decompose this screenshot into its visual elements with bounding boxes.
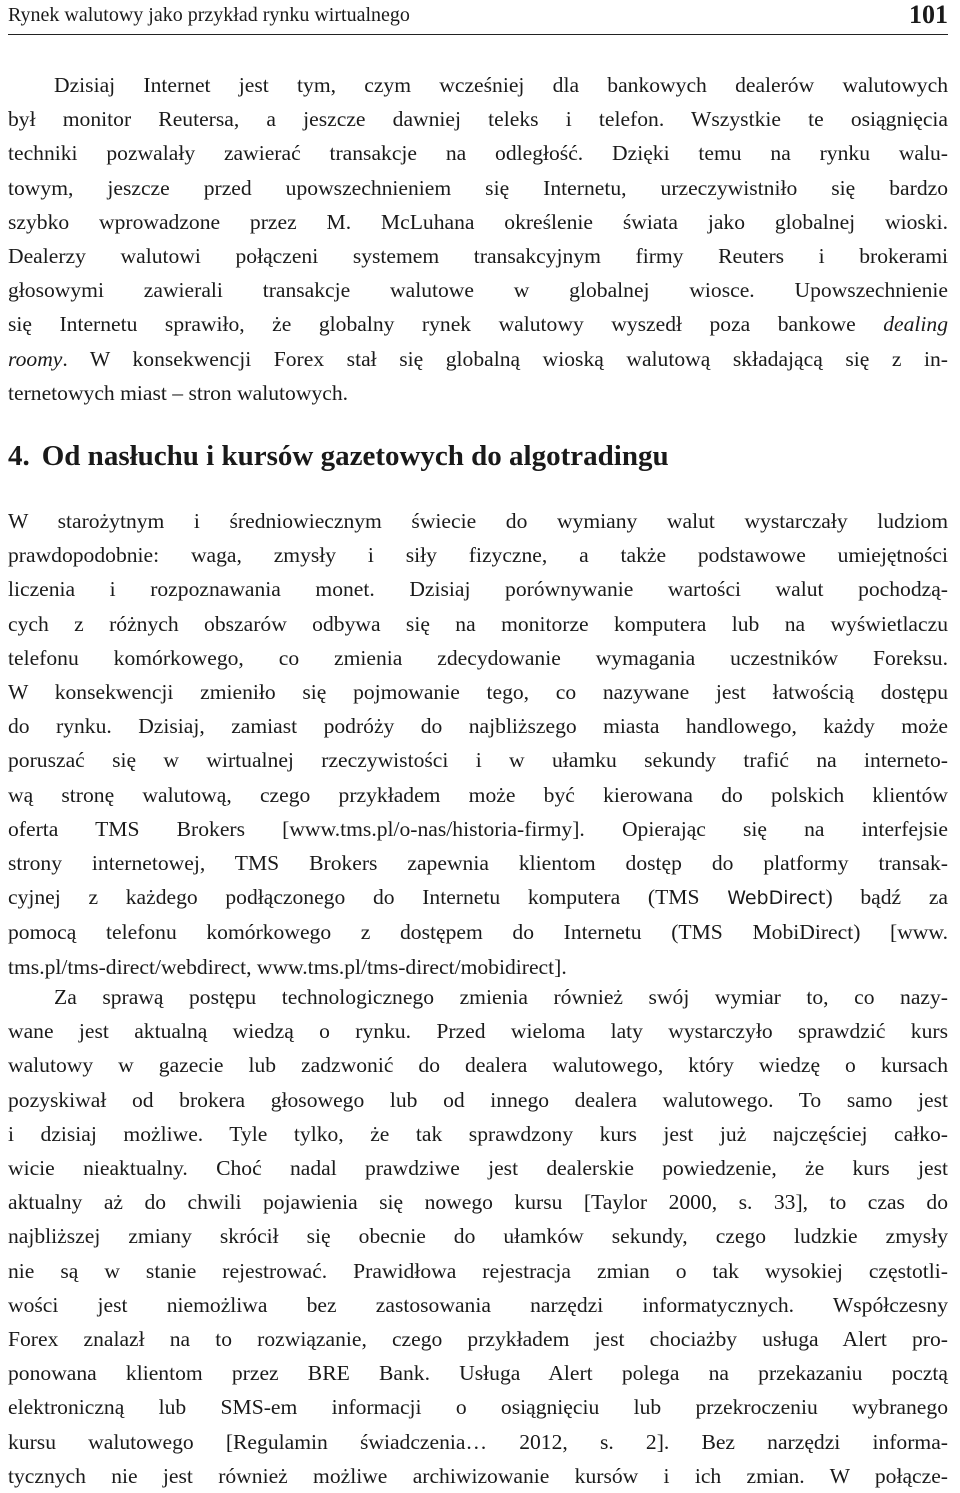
- section-heading: [8, 436, 669, 476]
- page-number: 101: [909, 0, 948, 29]
- text-line: strony internetowej, TMS Brokers zapewnia klientom dostęp do platformy transak-: [8, 851, 948, 876]
- text-line: cych z różnych obszarów odbywa się na monitorze komputera lub na wyświetlaczu: [8, 611, 948, 636]
- text-line: i dzisiaj możliwe. Tyle tylko, że tak sprawdzony kurs jest już najczęściej całko-: [8, 1121, 948, 1146]
- text-line: był monitor Reutersa, a jeszcze dawniej teleks i telefon. Wszystkie te osiągnięcia: [8, 107, 948, 132]
- text-line: najbliższej zmiany skrócił się obecnie do ułamków sekundy, czego ludzkie zmysły: [8, 1224, 948, 1249]
- product-name: WebDirect: [727, 887, 826, 910]
- text-line: aktualny aż do chwili pojawienia się nowego kursu [Taylor 2000, s. 33], to czas do: [8, 1190, 948, 1215]
- text-line: pomocą telefonu komórkowego z dostępem do Internetu (TMS MobiDirect) [www.: [8, 920, 948, 945]
- section-number: 4.: [8, 440, 30, 472]
- text-line: oferta TMS Brokers [www.tms.pl/o-nas/historia-firmy]. Opierając się na interfejsie: [8, 816, 948, 841]
- text-line: elektroniczną lub SMS-em informacji o osiągnięciu lub przekroczeniu wybranego: [8, 1395, 948, 1420]
- text-line: poruszać się w wirtualnej rzeczywistości i w ułamku sekundy trafić na interneto-: [8, 748, 948, 773]
- text-line: nie są w stanie rejestrować. Prawidłowa rejestracja zmian o tak wysokiej częstotli-: [8, 1258, 948, 1283]
- text-line: wicie nieaktualny. Choć nadal prawdziwe jest dealerskie powiedzenie, że kurs jest: [8, 1156, 948, 1181]
- paragraph-2: [8, 504, 948, 984]
- text-line: głosowymi zawierali transakcje walutowe w globalnej wiosce. Upowszechnienie: [8, 278, 948, 303]
- text-line: roomy. W konsekwencji Forex stał się globalną wioską walutową składającą się z in-: [8, 346, 948, 371]
- text-line: techniki pozwalały zawierać transakcje na odległość. Dzięki temu na rynku walu-: [8, 141, 948, 166]
- text-line: Forex znalazł na to rozwiązanie, czego przykładem jest chociażby usługa Alert pro-: [8, 1327, 948, 1352]
- text-line: kursu walutowego [Regulamin świadczenia… 2012, s. 2]. Bez narzędzi informa-: [8, 1429, 948, 1454]
- text-line: ponowana klientom przez BRE Bank. Usługa Alert polega na przekazaniu pocztą: [8, 1361, 948, 1386]
- text-line: W konsekwencji zmieniło się pojmowanie tego, co nazywane jest łatwością dostępu: [8, 680, 948, 705]
- italic-term: roomy: [8, 346, 63, 371]
- text-line: do rynku. Dzisiaj, zamiast podróży do najbliższego miasta handlowego, każdy może: [8, 714, 948, 739]
- text-line: cyjnej z każdego podłączonego do Internetu komputera (TMS WebDirect) bądź za: [8, 885, 949, 910]
- running-title: Rynek walutowy jako przykład rynku wirtualnego: [8, 4, 410, 26]
- running-header: [8, 0, 948, 35]
- paragraph-1: [8, 68, 948, 410]
- text-line: towym, jeszcze przed upowszechnieniem się Internetu, urzeczywistniło się bardzo: [8, 175, 948, 200]
- italic-term: dealing: [883, 312, 948, 337]
- text-line: walutowy w gazecie lub zadzwonić do dealera walutowego, który wiedzę o kursach: [8, 1053, 948, 1078]
- text-line: ternetowych miast – stron walutowych.: [8, 380, 349, 405]
- text-line: pozyskiwał od brokera głosowego lub od innego dealera walutowego. To samo jest: [8, 1087, 948, 1112]
- text-line: Dzisiaj Internet jest tym, czym wcześniej dla bankowych dealerów walutowych: [54, 73, 948, 97]
- text-line: W starożytnym i średniowiecznym świecie do wymiany walut wystarczały ludziom: [8, 509, 948, 533]
- text-line: wane jest aktualną wiedzą o rynku. Przed wieloma laty wystarczyło sprawdzić kurs: [8, 1019, 948, 1044]
- text-line: wości jest niemożliwa bez zastosowania narzędzi informatycznych. Współczesny: [8, 1292, 948, 1317]
- section-title: Od nasłuchu i kursów gazetowych do algotradingu: [41, 440, 669, 472]
- text-line: szybko wprowadzone przez M. McLuhana określenie świata jako globalnej wioski.: [8, 209, 948, 234]
- text-line: Za sprawą postępu technologicznego zmienia również swój wymiar to, co nazy-: [54, 985, 948, 1009]
- text-line: tycznych nie jest również możliwe archiwizowanie kursów i ich zmian. W połącze-: [8, 1463, 948, 1488]
- text-line: Dealerzy walutowi połączeni systemem transakcyjnym firmy Reuters i brokerami: [8, 244, 948, 269]
- text-line: liczenia i rozpoznawania monet. Dzisiaj porównywanie wartości walut pochodzą-: [8, 577, 948, 602]
- paragraph-3: [8, 980, 948, 1493]
- text-line: telefonu komórkowego, co zmienia zdecydowanie wymagania uczestników Foreksu.: [8, 645, 948, 670]
- text-line: prawdopodobnie: waga, zmysły i siły fizyczne, a także podstawowe umiejętności: [8, 543, 948, 568]
- text-line: wą stronę walutową, czego przykładem może być kierowana do polskich klientów: [8, 782, 948, 807]
- text-line: się Internetu sprawiło, że globalny rynek walutowy wyszedł poza bankowe dealing: [8, 312, 948, 337]
- text-line: tms.pl/tms-direct/webdirect, www.tms.pl/tms-direct/mobidirect].: [8, 954, 567, 979]
